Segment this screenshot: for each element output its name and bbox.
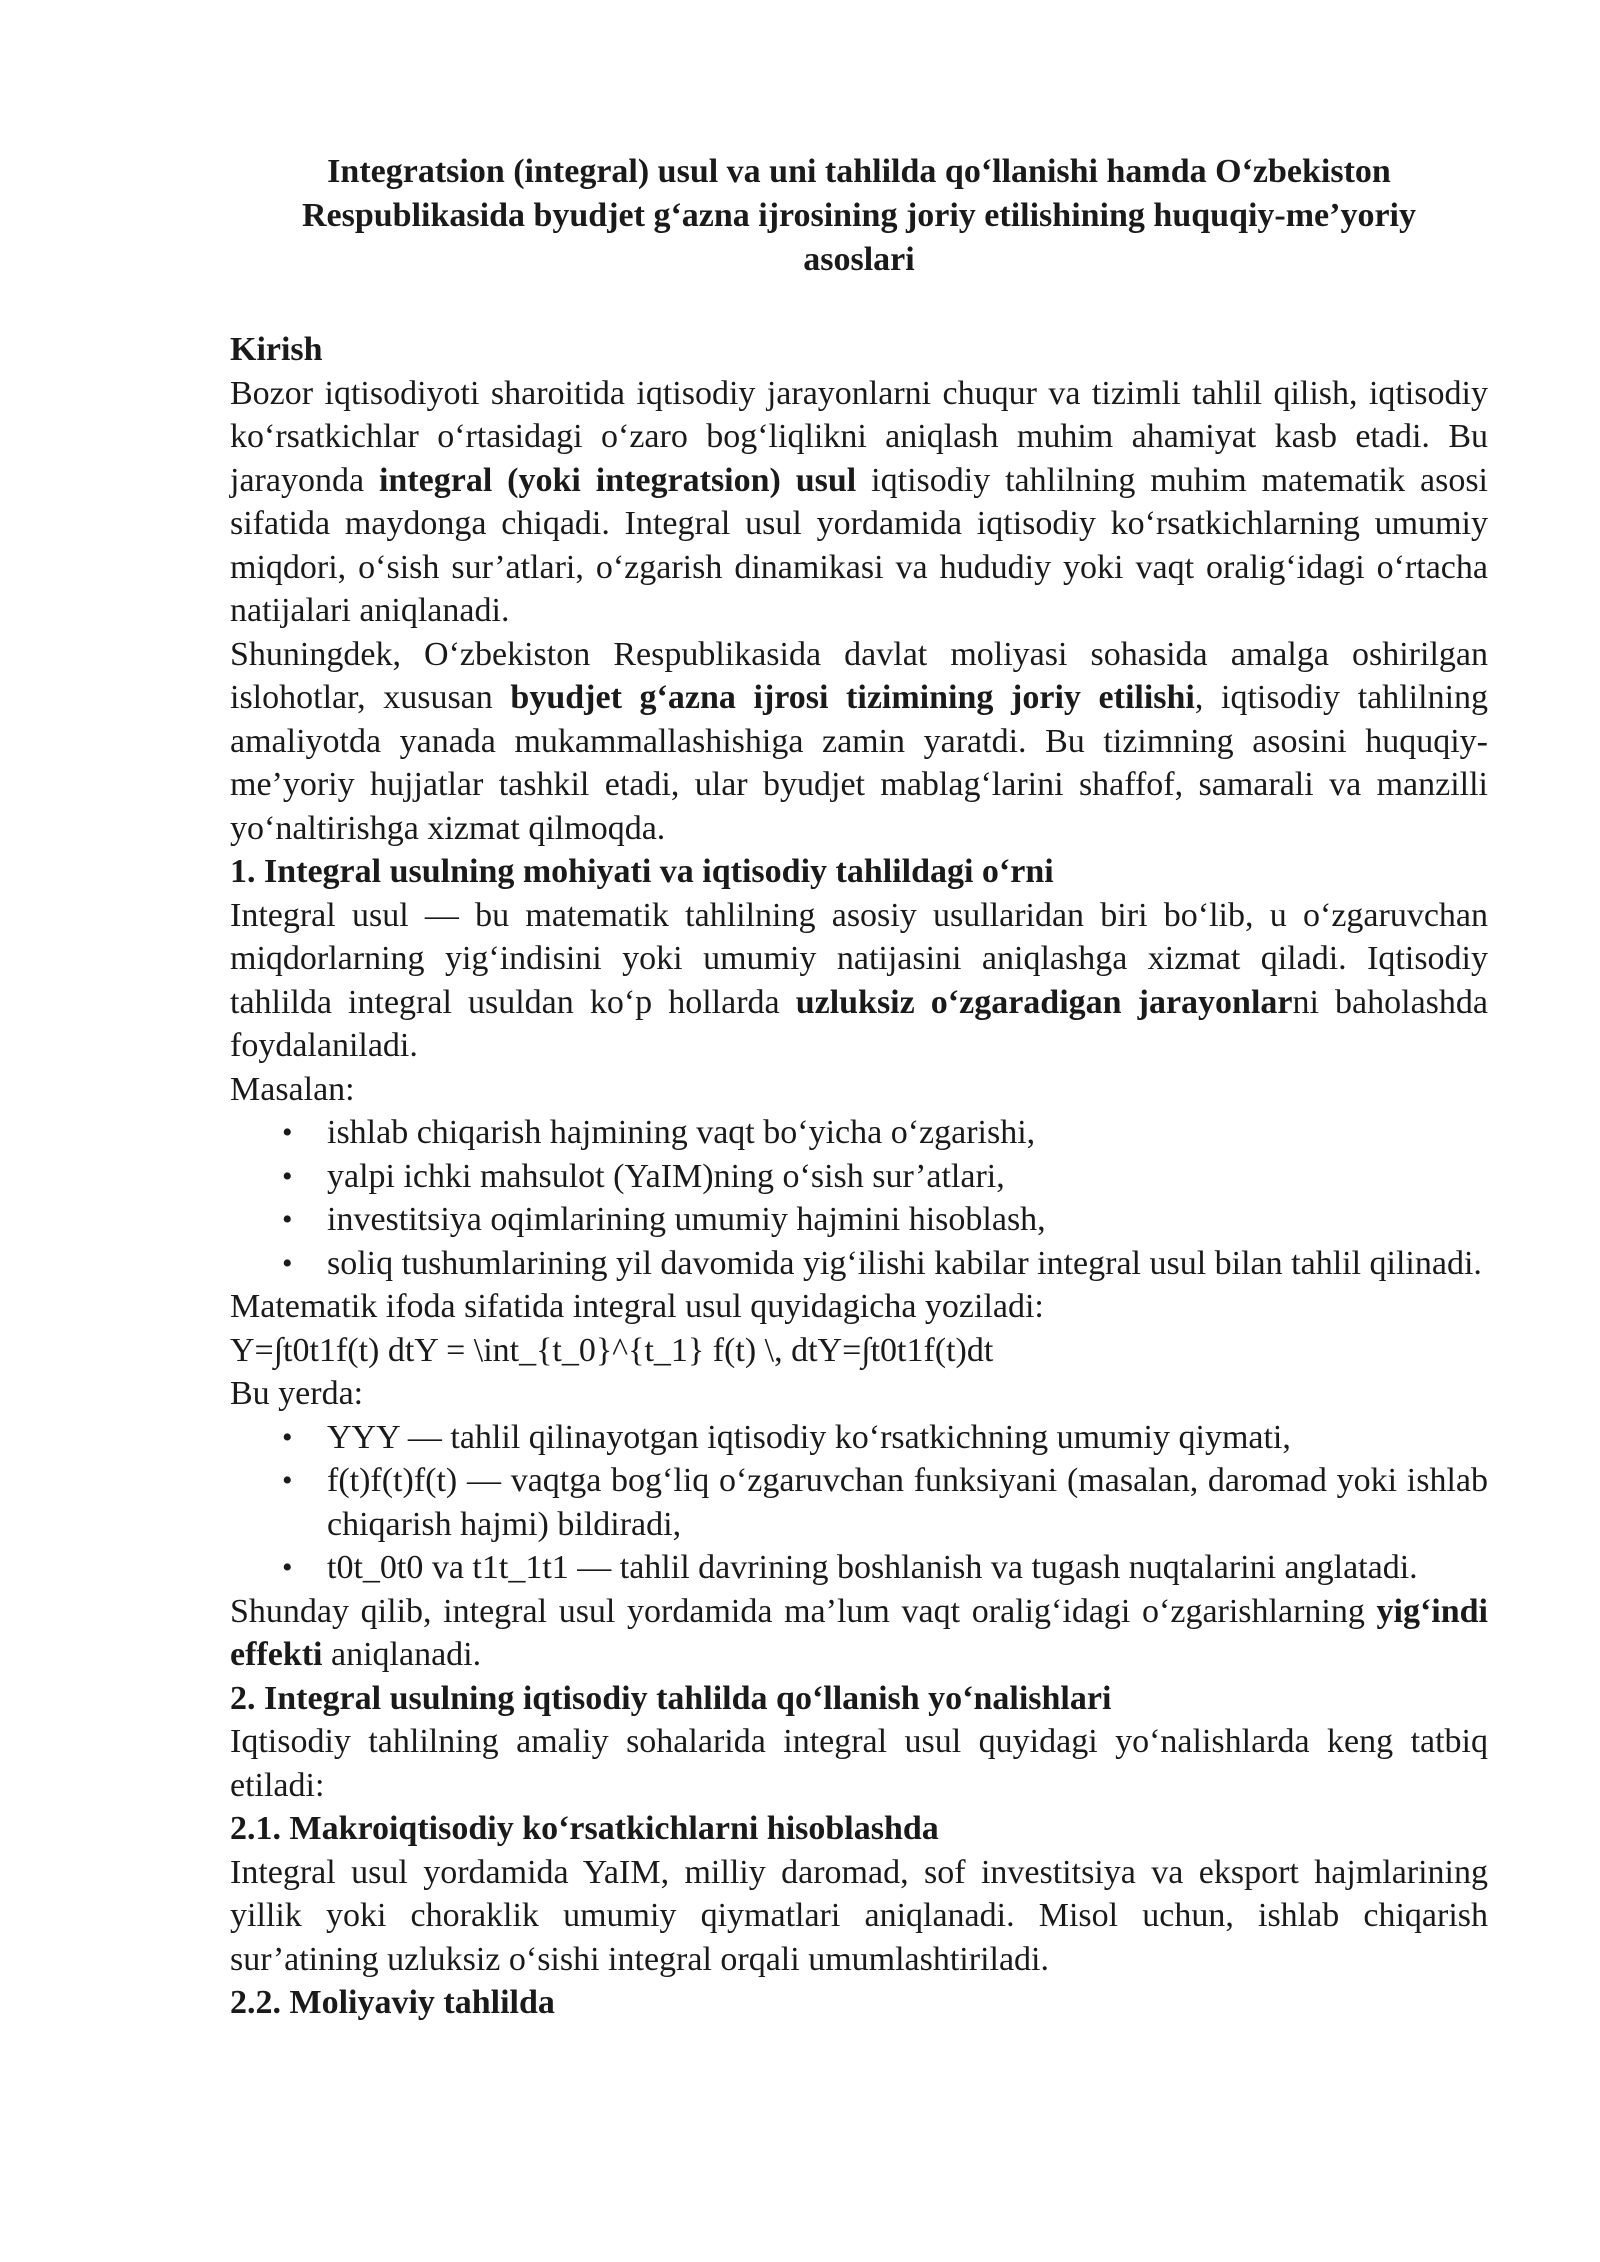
list-item: • ishlab chiqarish hajmining vaqt bo‘yicha o‘zgarishi, bbox=[230, 1111, 1488, 1155]
where-label: Bu yerda: bbox=[230, 1375, 364, 1412]
intro-p2-text-c: , iqtisodiy tahlilning amaliyotda yanada mukammallashishiga zamin yaratdi. Bu tizimning asosini huquqiy-me’yoriy hujjatlar tashkil etadi, ular byudjet mablag‘larini shaffof, samarali va manzilli yo‘naltirishga xizmat qilmoqda. bbox=[230, 679, 1489, 847]
document-title bbox=[230, 150, 1488, 282]
intro-p2-text-a: Shuningdek, O‘zbekiston Respublikasida davlat moliyasi sohasida amalga oshirilgan islohotlar, xususan bbox=[230, 635, 1488, 716]
s1-p1-bold: uzluksiz o‘zgaradigan jarayonlar bbox=[795, 983, 1293, 1021]
section-1-heading: 1. Integral usulning mohiyati va iqtisodiy tahlildagi o‘rni bbox=[230, 853, 1054, 890]
list-item: • f(t)f(t)f(t) — vaqtga bog‘liq o‘zgaruvchan funksiyani (masalan, daromad yoki ishlab chiqarish hajmi) bildiradi, bbox=[230, 1459, 1488, 1546]
section-1-paragraph-1 bbox=[230, 894, 1488, 1068]
list-item: • investitsiya oqimlarining umumiy hajmini hisoblash, bbox=[230, 1198, 1488, 1242]
intro-heading: Kirish bbox=[230, 331, 323, 368]
list-item: • t0t_0t0 va t1t_1t1 — tahlil davrining boshlanish va tugash nuqtalarini anglatadi. bbox=[230, 1546, 1488, 1590]
section-2-paragraph-1: Iqtisodiy tahlilning amaliy sohalarida integral usul quyidagi yo‘nalishlarda keng tatbiq etiladi: bbox=[230, 1723, 1488, 1804]
s1-p1-text-c: ni baholashda foydalaniladi. bbox=[230, 983, 1488, 1064]
s1-p1-text-a: Integral usul — bu matematik tahlilning asosiy usullaridan biri bo‘lib, u o‘zgaruvchan miqdorlarning yig‘indisini yoki umumiy natijasini aniqlashga xizmat qiladi. Iqtisodiy tahlilda integral usuldan ko‘p hollarda bbox=[230, 896, 1488, 1021]
intro-p2-bold: byudjet g‘azna ijrosi tizimining joriy etilishi bbox=[510, 679, 1195, 716]
section-2-heading: 2. Integral usulning iqtisodiy tahlilda qo‘llanish yo‘nalishlari bbox=[230, 1679, 1112, 1717]
section-1-conclusion bbox=[230, 1590, 1488, 1677]
list-item: • yalpi ichki mahsulot (YaIM)ning o‘sish sur’atlari, bbox=[230, 1155, 1488, 1199]
subsection-2-2-heading: 2.2. Moliyaviy tahlilda bbox=[230, 1984, 555, 2021]
formula: Y=∫t0t1f(t) dtY = \int_{t_0}^{t_1} f(t) \, dtY=∫t0t1f(t)dt bbox=[230, 1331, 994, 1369]
intro-p1-text-a: Bozor iqtisodiyoti sharoitida iqtisodiy jarayonlarni chuqur va tizimli tahlil qilish, iqtisodiy ko‘rsatkichlar o‘rtasidagi o‘zaro bog‘liqlikni aniqlash muhim ahamiyat kasb etadi. Bu jarayonda bbox=[230, 374, 1488, 499]
s1-conclusion-text-c: aniqlanadi. bbox=[322, 1636, 482, 1673]
example-list bbox=[230, 1111, 1488, 1285]
intro-paragraph-2 bbox=[230, 633, 1488, 851]
example-label: Masalan: bbox=[230, 1070, 355, 1108]
title-line-1: Integratsion (integral) usul va uni tahlilda qo‘llanishi hamda O‘zbekiston bbox=[327, 153, 1391, 190]
intro-paragraph-1 bbox=[230, 372, 1488, 633]
title-line-2: Respublikasida byudjet g‘azna ijrosining joriy etilishining huquqiy-me’yoriy bbox=[301, 197, 1416, 234]
formula-intro: Matematik ifoda sifatida integral usul quyidagicha yoziladi: bbox=[230, 1288, 1044, 1325]
title-line-3: asoslari bbox=[803, 241, 915, 278]
subsection-2-1-heading: 2.1. Makroiqtisodiy ko‘rsatkichlarni hisoblashda bbox=[230, 1810, 939, 1847]
where-list bbox=[230, 1416, 1488, 1590]
intro-p1-text-c: iqtisodiy tahlilning muhim matematik asosi sifatida maydonga chiqadi. Integral usul yordamida iqtisodiy ko‘rsatkichlarning umumiy miqdori, o‘sish sur’atlari, o‘zgarish dinamikasi va hududiy yoki vaqt oralig‘idagi o‘rtacha natijalari aniqlanadi. bbox=[230, 461, 1488, 629]
list-item: • YYY — tahlil qilinayotgan iqtisodiy ko‘rsatkichning umumiy qiymati, bbox=[230, 1416, 1488, 1460]
s1-conclusion-bold: yig‘indi effekti bbox=[230, 1592, 1488, 1673]
subsection-2-1-paragraph: Integral usul yordamida YaIM, milliy daromad, sof investitsiya va eksport hajmlarining yillik yoki choraklik umumiy qiymatlari aniqlanadi. Misol uchun, ishlab chiqarish sur’atining uzluksiz o‘sishi integral orqali umumlashtiriladi. bbox=[230, 1853, 1488, 1978]
s1-conclusion-text-a: Shunday qilib, integral usul yordamida ma’lum vaqt oralig‘idagi o‘zgarishlarning bbox=[230, 1592, 1377, 1630]
intro-p1-bold: integral (yoki integratsion) usul bbox=[378, 461, 857, 499]
document-body bbox=[230, 328, 1488, 2025]
list-item: • soliq tushumlarining yil davomida yig‘ilishi kabilar integral usul bilan tahlil qilinadi. bbox=[230, 1242, 1488, 1286]
